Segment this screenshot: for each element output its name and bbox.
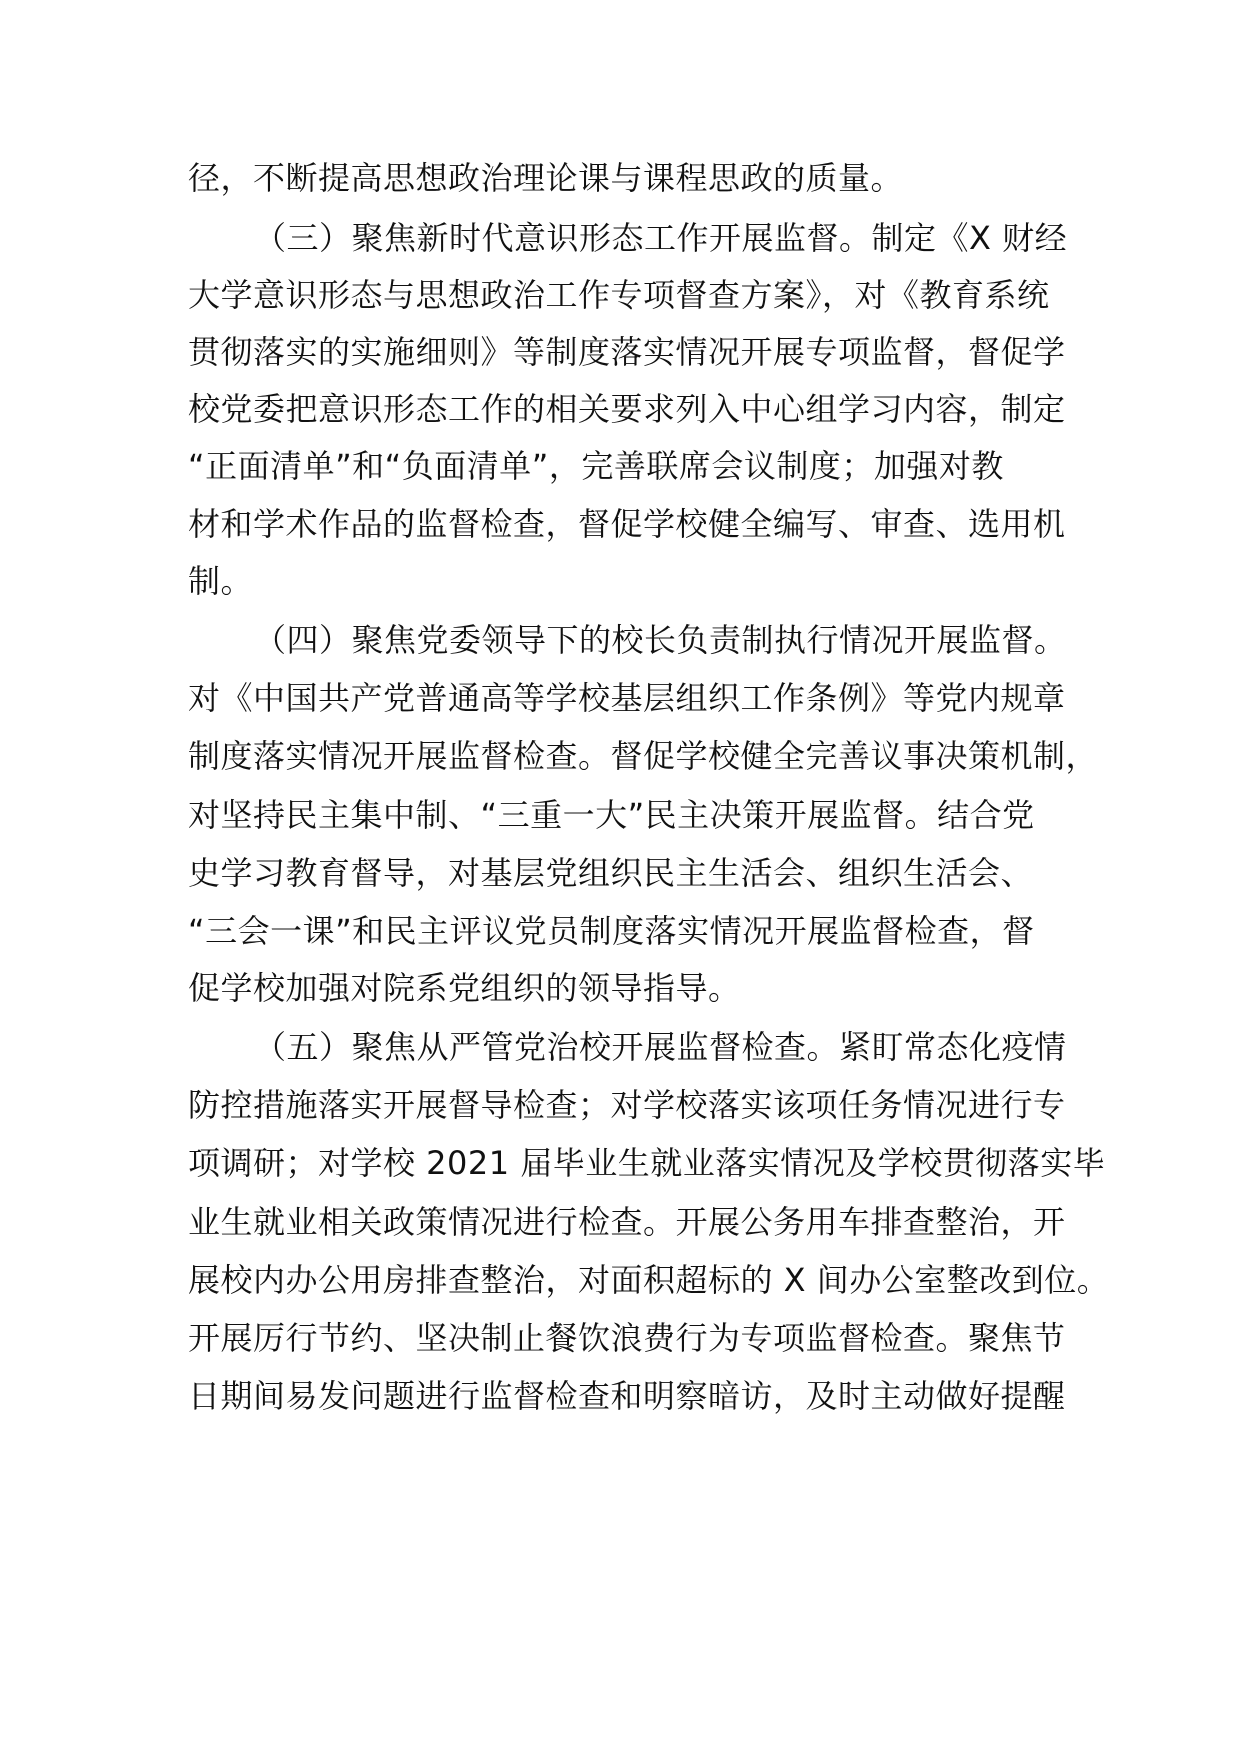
section-heading-5: （五）聚焦从严管党治校开展监督检查。紧盯常态化疫情 [254, 1028, 1067, 1066]
text-line: “正面清单”和“负面清单”，完善联席会议制度；加强对教 [188, 447, 1004, 485]
text-line: 径，不断提高思想政治理论课与课程思政的质量。 [188, 159, 904, 197]
text-line: 史学习教育督导，对基层党组织民主生活会、组织生活会、 [188, 854, 1034, 892]
text-line: 校党委把意识形态工作的相关要求列入中心组学习内容，制定 [188, 390, 1066, 428]
text-line: 对《中国共产党普通高等学校基层组织工作条例》等党内规章 [188, 679, 1066, 717]
text-line: 展校内办公用房排查整治，对面积超标的 X 间办公室整改到位。 [188, 1261, 1110, 1299]
text-line: 大学意识形态与思想政治工作专项督查方案》，对《教育系统 [188, 276, 1050, 314]
text-line: 项调研；对学校 2021 届毕业生就业落实情况及学校贯彻落实毕 [188, 1144, 1106, 1182]
section-heading-3: （三）聚焦新时代意识形态工作开展监督。制定《X 财经 [254, 219, 1068, 257]
text-line: 开展厉行节约、坚决制止餐饮浪费行为专项监督检查。聚焦节 [188, 1319, 1066, 1357]
text-line: 制度落实情况开展监督检查。督促学校健全完善议事决策机制， [188, 737, 1099, 775]
text-line: 促学校加强对院系党组织的领导指导。 [188, 969, 741, 1007]
text-line: 业生就业相关政策情况进行检查。开展公务用车排查整治，开 [188, 1203, 1066, 1241]
text-line: 防控措施落实开展督导检查；对学校落实该项任务情况进行专 [188, 1086, 1066, 1124]
text-line: 材和学术作品的监督检查，督促学校健全编写、审查、选用机 [188, 505, 1066, 543]
text-line: 贯彻落实的实施细则》等制度落实情况开展专项监督，督促学 [188, 333, 1066, 371]
text-line: 制。 [188, 562, 254, 600]
text-line: 对坚持民主集中制、“三重一大”民主决策开展监督。结合党 [188, 796, 1035, 834]
text-line: 日期间易发问题进行监督检查和明察暗访，及时主动做好提醒 [188, 1377, 1066, 1415]
section-heading-4: （四）聚焦党委领导下的校长负责制执行情况开展监督。 [254, 621, 1067, 659]
text-line: “三会一课”和民主评议党员制度落实情况开展监督检查，督 [188, 912, 1035, 950]
